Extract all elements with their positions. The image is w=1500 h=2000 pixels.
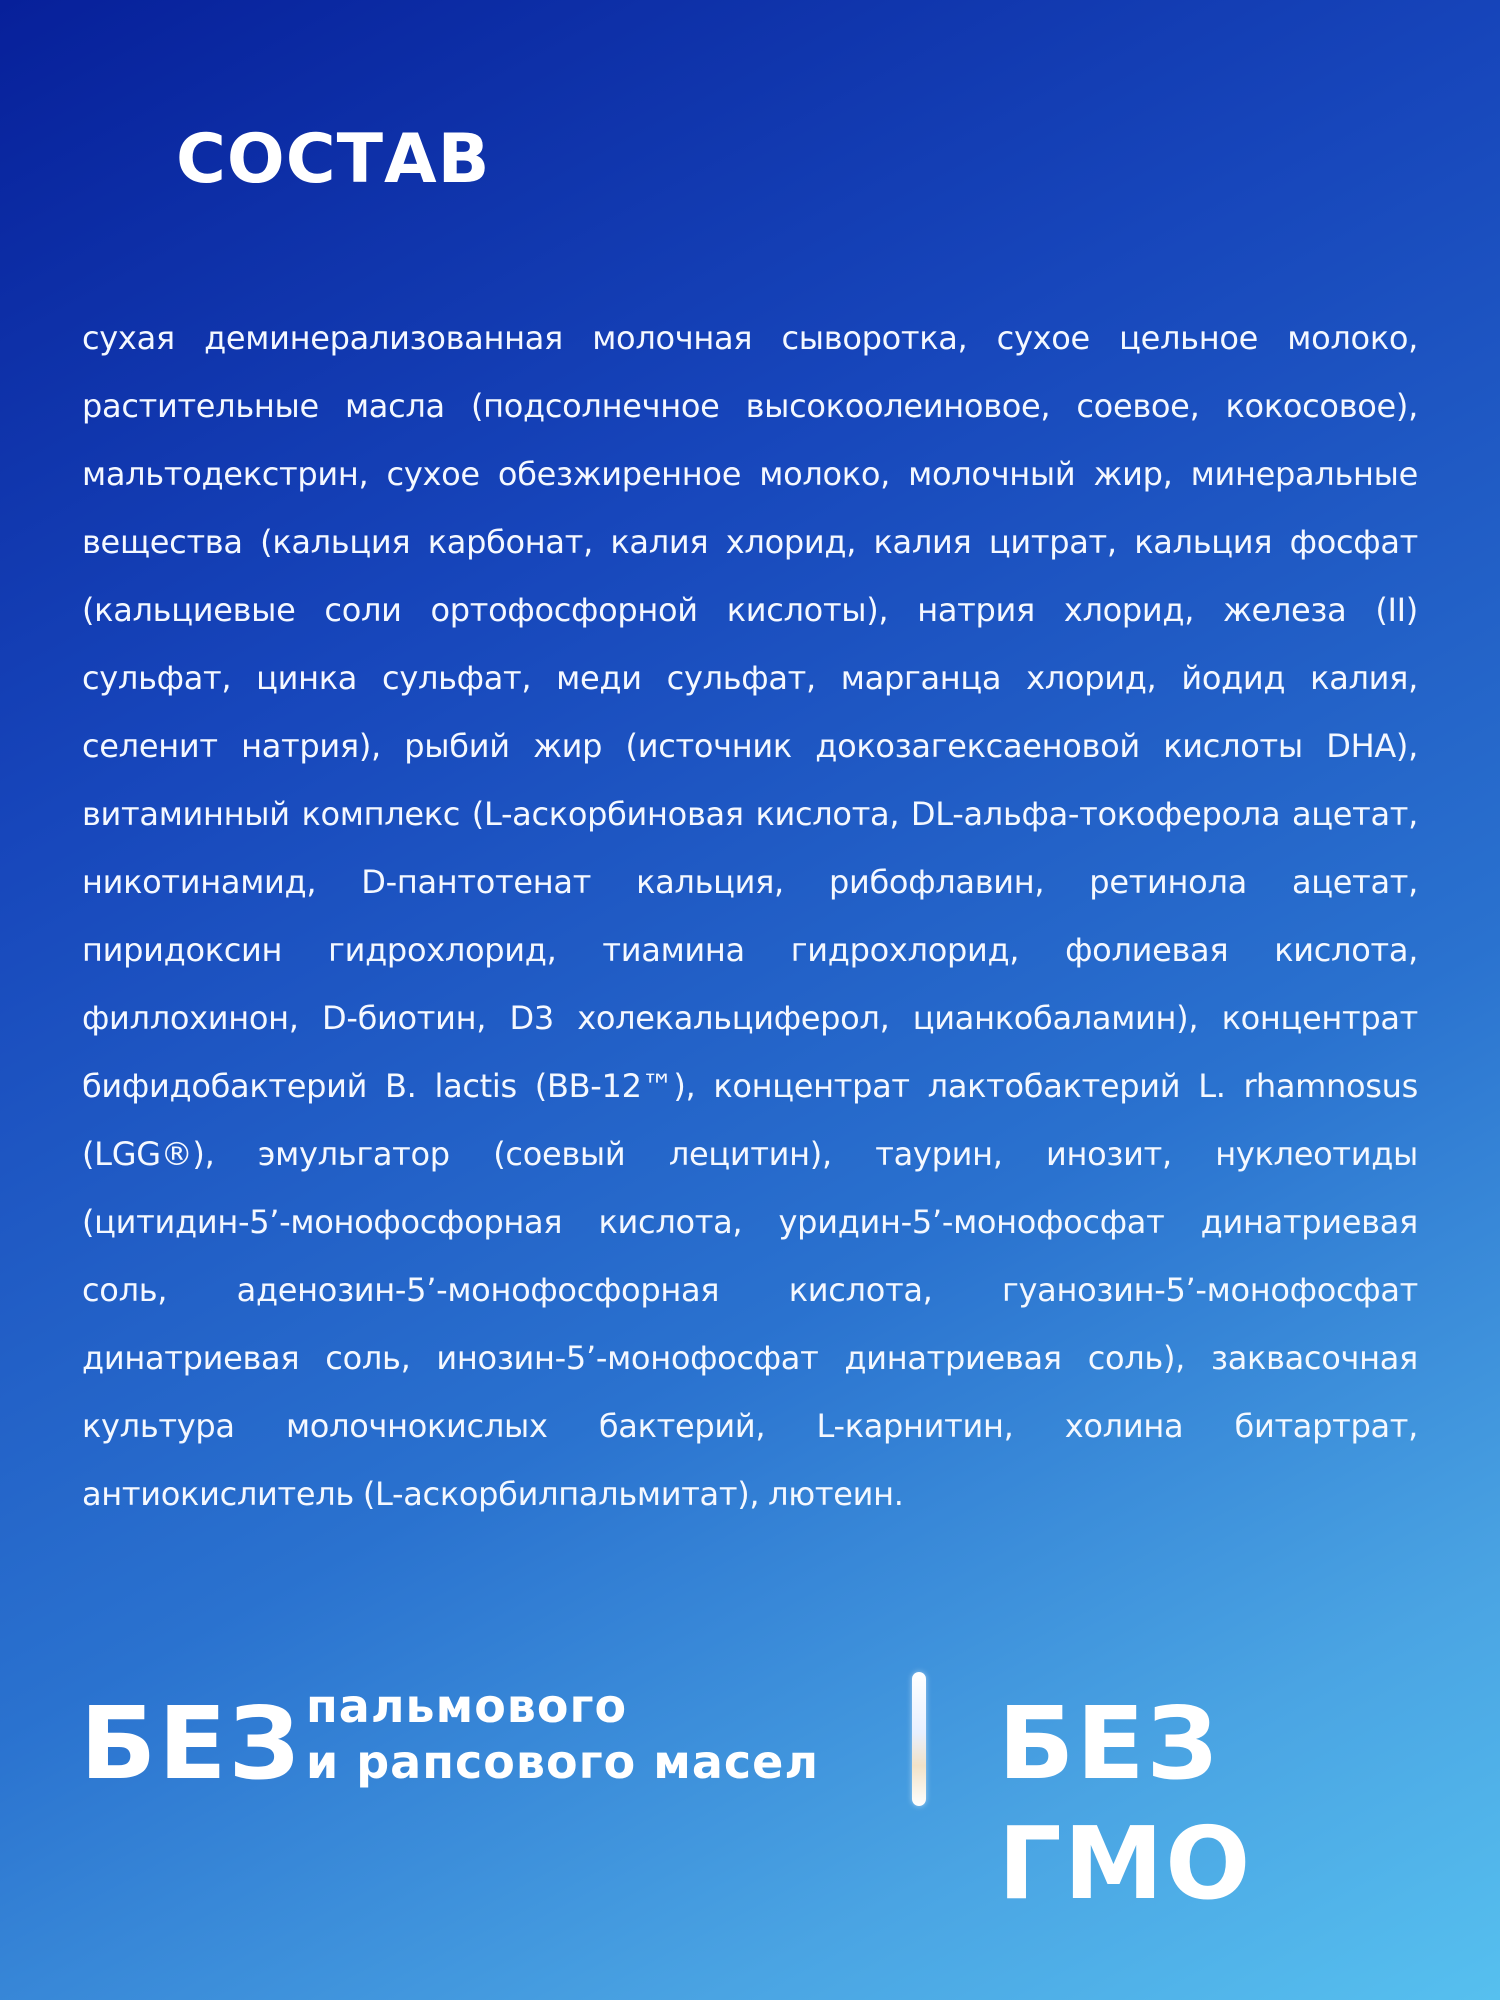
no-palm-oil-description bbox=[306, 1678, 819, 1790]
ingredients-text: сухая деминерализованная молочная сыворотка, сухое цельное молоко, растительные масла (подсолнечное высокоолеиновое, соевое, кокосовое), мальтодекстрин, сухое обезжиренное молоко, молочный жир, минеральные вещества (кальция карбонат, калия хлорид, калия цитрат, кальция фосфат (кальциевые соли ортофосфорной кислоты), натрия хлорид, железа (II) сульфат, цинка сульфат, меди сульфат, марганца хлорид, йодид калия, селенит натрия), рыбий жир (источник докозагексаеновой кислоты DHA), витаминный комплекс (L-аскорбиновая кислота, DL-альфа-токоферола ацетат, никотинамид, D-пантотенат кальция, рибофлавин, ретинола ацетат, пиридоксин гидрохлорид, тиамина гидрохлорид, фолиевая кислота, филлохинон, D-биотин, D3 холекальциферол, цианкобаламин), концентрат бифидобактерий B. lactis (BB-12™), концентрат лактобактерий L. rhamnosus (LGG®), эмульгатор (соевый лецитин), таурин, инозит, нуклеотиды (цитидин-5’-монофосфорная кислота, уридин-5’-монофосфат динатриевая соль, аденозин-5’-монофосфорная кислота, гуанозин-5’-монофосфат динатриевая соль, инозин-5’-монофосфат динатриевая соль), заквасочная культура молочнокислых бактерий, L-карнитин, холина битартрат, антиокислитель (L-аскорбилпальмитат), лютеин. bbox=[82, 319, 1418, 1513]
footer-badges bbox=[0, 1660, 1500, 1922]
oils-line-1: пальмового bbox=[306, 1679, 628, 1733]
oils-line-2: и рапсового масел bbox=[306, 1735, 820, 1789]
vertical-divider bbox=[912, 1672, 926, 1806]
no-gmo-label: БЕЗ ГМО bbox=[998, 1685, 1253, 1922]
page-title: СОСТАВ bbox=[176, 120, 491, 199]
no-palm-oil-label: БЕЗ bbox=[80, 1685, 302, 1802]
